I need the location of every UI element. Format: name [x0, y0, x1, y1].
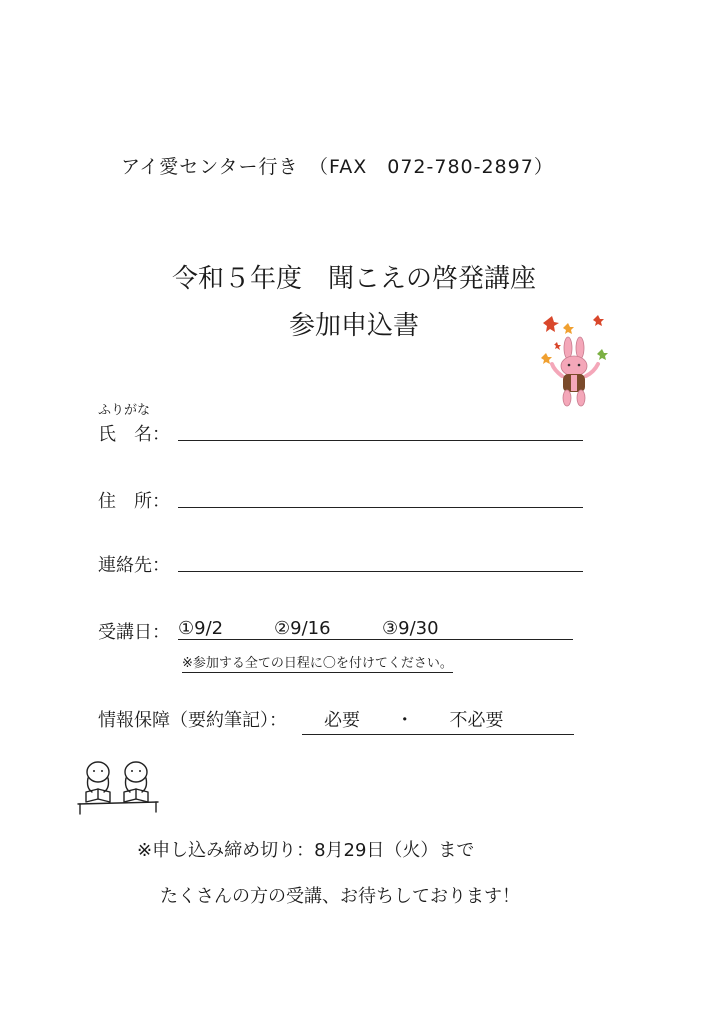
name-label: 氏 名：	[98, 424, 170, 445]
deadline-notice: ※申し込み締め切り：8月29日（火）まで	[137, 840, 475, 861]
info-option-separator: ・	[395, 710, 414, 731]
date-option-2[interactable]: ②9/16	[274, 618, 331, 639]
rabbit-autumn-leaves-icon	[535, 312, 615, 412]
closing-message: たくさんの方の受講、お待ちしております！	[160, 886, 520, 907]
furigana-label: ふりがな	[98, 403, 151, 418]
info-option-not-required[interactable]: 不必要	[449, 710, 504, 731]
info-support-label: 情報保障（要約筆記）：	[98, 710, 287, 731]
address-field-line[interactable]	[178, 507, 583, 508]
info-option-required[interactable]: 必要	[324, 710, 360, 731]
date-option-1[interactable]: ①9/2	[178, 618, 224, 639]
address-label: 住 所：	[98, 491, 170, 512]
form-title: 参加申込書	[288, 311, 419, 341]
name-field-line[interactable]	[178, 440, 583, 441]
two-students-reading-icon	[76, 756, 160, 816]
contact-label: 連絡先：	[98, 555, 170, 576]
info-support-field	[302, 706, 574, 735]
contact-field-line[interactable]	[178, 571, 583, 572]
date-label: 受講日：	[98, 622, 170, 643]
date-instruction-note: ※参加する全ての日程に〇を付けてください。	[182, 652, 453, 673]
date-field-line	[178, 639, 573, 640]
page-title: 令和５年度 聞こえの啓発講座	[171, 264, 536, 294]
addressee-header: アイ愛センター行き （FAX 072-780-2897）	[121, 156, 554, 178]
date-option-3[interactable]: ③9/30	[382, 618, 439, 639]
